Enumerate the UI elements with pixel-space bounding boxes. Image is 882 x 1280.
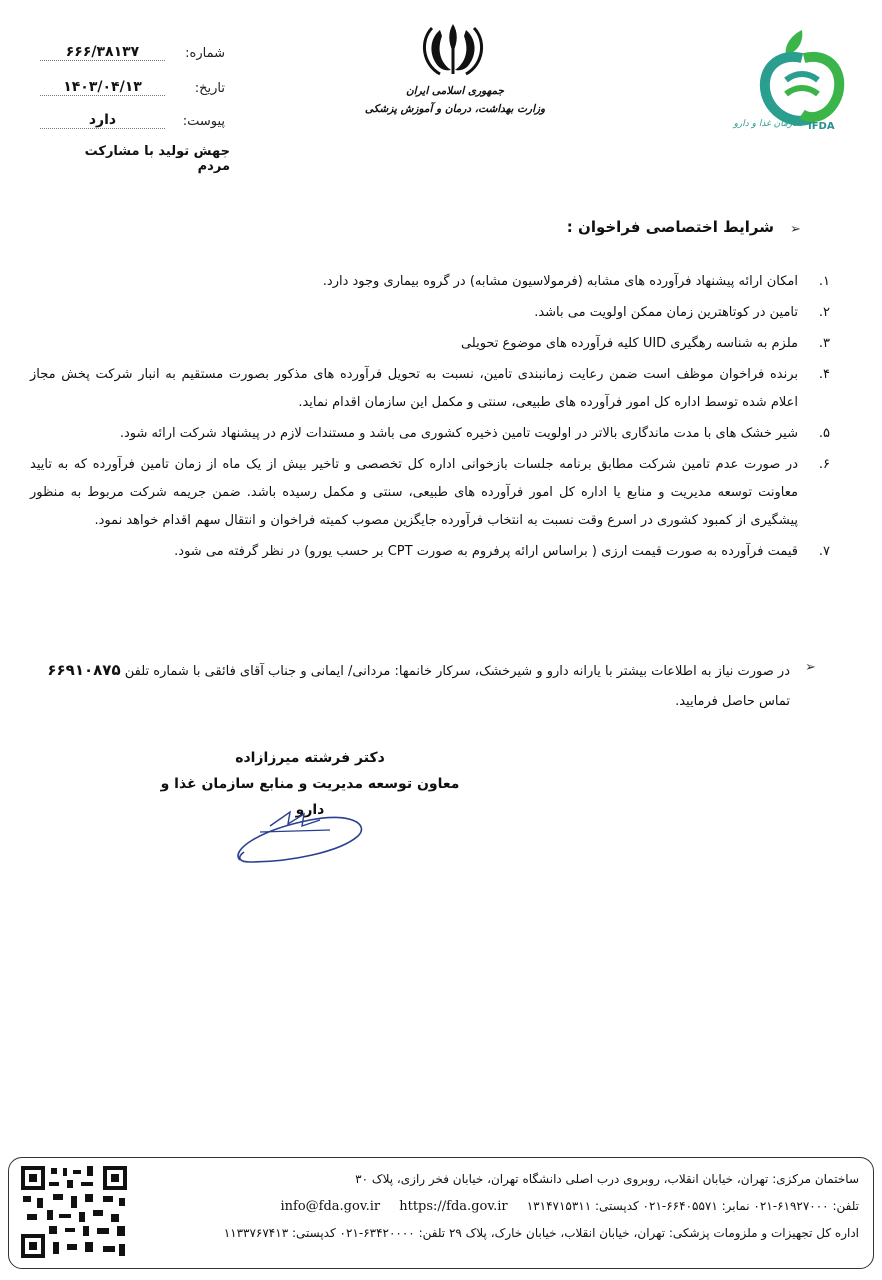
item-text: شیر خشک های با مدت ماندگاری بالاتر در اولویت تامین ذخیره کشوری می باشد و مستندات لازم در پیشنهاد شرکت ارائه شود. <box>119 426 798 441</box>
footer-box <box>8 1157 874 1269</box>
contact-note <box>30 655 790 717</box>
footer-line-3: اداره کل تجهیزات و ملزومات پزشکی: تهران، خیابان انقلاب، خیابان خارک، پلاک ۲۹ تلفن: ۶۳۴۲۰۰۰۰-۰۲۱ کدپستی: ۱۱۳۳۷۶۷۴۱۳ <box>223 1226 859 1240</box>
logo-abbreviation: IFDA <box>808 121 835 132</box>
item-number: ۶. <box>818 457 830 472</box>
letter-number-value: ۶۶۶/۳۸۱۳۷ <box>40 44 165 61</box>
item-number: ۱. <box>818 274 830 289</box>
footer-text <box>129 1166 859 1247</box>
slogan: جهش تولید با مشارکت مردم <box>84 144 230 174</box>
list-item <box>30 268 830 296</box>
item-text: قیمت فرآورده به صورت قیمت ارزی ( براساس ارائه پرفروم به صورت CPT بر حسب یورو) در نظر گرفته می شود. <box>174 544 798 559</box>
item-text: امکان ارائه پیشنهاد فرآورده های مشابه (فرمولاسیون مشابه) در گروه بیماری وجود دارد. <box>322 274 798 289</box>
list-item <box>30 451 830 535</box>
item-text: ملزم به شناسه رهگیری UID کلیه فرآورده های موضوع تحویلی <box>460 336 798 351</box>
item-number: ۵. <box>818 426 830 441</box>
list-item <box>30 330 830 358</box>
list-item <box>30 299 830 327</box>
footer-line-2 <box>129 1193 859 1220</box>
letter-date-label: تاریخ: <box>194 81 225 96</box>
conditions-list <box>30 268 830 569</box>
note-suffix: تماس حاصل فرمایید. <box>675 694 790 709</box>
list-item <box>30 361 830 417</box>
signer-title: معاون توسعه مدیریت و منابع سازمان غذا و دارو <box>160 776 460 818</box>
letter-number-label: شماره: <box>185 46 225 61</box>
letter-date-row <box>40 81 225 101</box>
footer-phones: تلفن: ۶۱۹۲۷۰۰۰-۰۲۱ نمابر: ۶۶۴۰۵۵۷۱-۰۲۱ کدپستی: ۱۳۱۴۷۱۵۳۱۱ <box>526 1199 859 1213</box>
item-text: تامین در کوتاهترین زمان ممکن اولویت می باشد. <box>534 305 798 320</box>
section-arrow-icon: ➢ <box>790 222 801 237</box>
footer-website-link[interactable]: https://fda.gov.ir <box>399 1199 508 1214</box>
item-number: ۲. <box>818 305 830 320</box>
note-text: در صورت نیاز به اطلاعات بیشتر با یارانه دارو و شیرخشک، سرکار خانمها: مردانی/ ایمانی و جناب آقای فائقی با شماره تلفن <box>124 664 790 679</box>
item-number: ۳. <box>818 336 830 351</box>
logo-caption: سازمان غذا و دارو <box>733 119 803 129</box>
ministry-name <box>360 82 550 118</box>
signer-name: دکتر فرشته میرزازاده <box>235 750 385 766</box>
list-item <box>30 420 830 448</box>
item-number: ۴. <box>818 367 830 382</box>
ministry-line1: جمهوری اسلامی ایران <box>405 85 505 97</box>
letter-attachment-value: دارد <box>40 112 165 129</box>
ministry-line2: وزارت بهداشت، درمان و آموزش پزشکی <box>364 103 546 115</box>
item-number: ۷. <box>818 544 830 559</box>
letter-number-row <box>40 46 225 66</box>
item-text: در صورت عدم تامین شرکت مطابق برنامه جلسات بازخوانی اداره کل تخصصی و تاخیر بیش از یک ماه از زمان تامین فرآورده که به تایید معاونت توسعه مدیریت و منابع یا اداره کل امور فرآورده های طبیعی، سنتی و مکمل رسیده باشد. ضمن جریمه شرکت مربوط به منظور پیشگیری از کمبود کشوری در اسرع وقت نسبت به انتخاب فرآورده جایگزین مصوب کمیته فراخوان و انتقال سهم اقدام خواهد نمود. <box>30 457 798 528</box>
footer-line-1: ساختمان مرکزی: تهران، خیابان انقلاب، روبروی درب اصلی دانشگاه تهران، خیابان فخر رازی، پلاک ۳۰ <box>355 1172 859 1186</box>
signature-icon <box>230 790 370 870</box>
list-item <box>30 538 830 566</box>
letter-attachment-row <box>40 114 225 134</box>
section-title: شرایط اختصاصی فراخوان : <box>566 218 774 236</box>
item-text: برنده فراخوان موظف است ضمن رعایت زمانبندی تامین، نسبت به تحویل فرآورده های مذکور بصورت مستقیم به انبار شرکت پخش مجاز اعلام شده توسط اداره کل امور فرآورده های طبیعی، سنتی و مکمل این سازمان اقدام نماید. <box>30 367 798 410</box>
note-arrow-icon: ➢ <box>805 660 816 675</box>
iran-emblem-icon <box>418 20 488 82</box>
qr-code-icon <box>19 1164 129 1260</box>
footer-email-link[interactable]: info@fda.gov.ir <box>280 1199 381 1214</box>
letter-attachment-label: پیوست: <box>182 114 225 129</box>
letter-date-value: ۱۴۰۳/۰۴/۱۳ <box>40 79 165 96</box>
note-phone: ۶۶۹۱۰۸۷۵ <box>47 661 121 679</box>
